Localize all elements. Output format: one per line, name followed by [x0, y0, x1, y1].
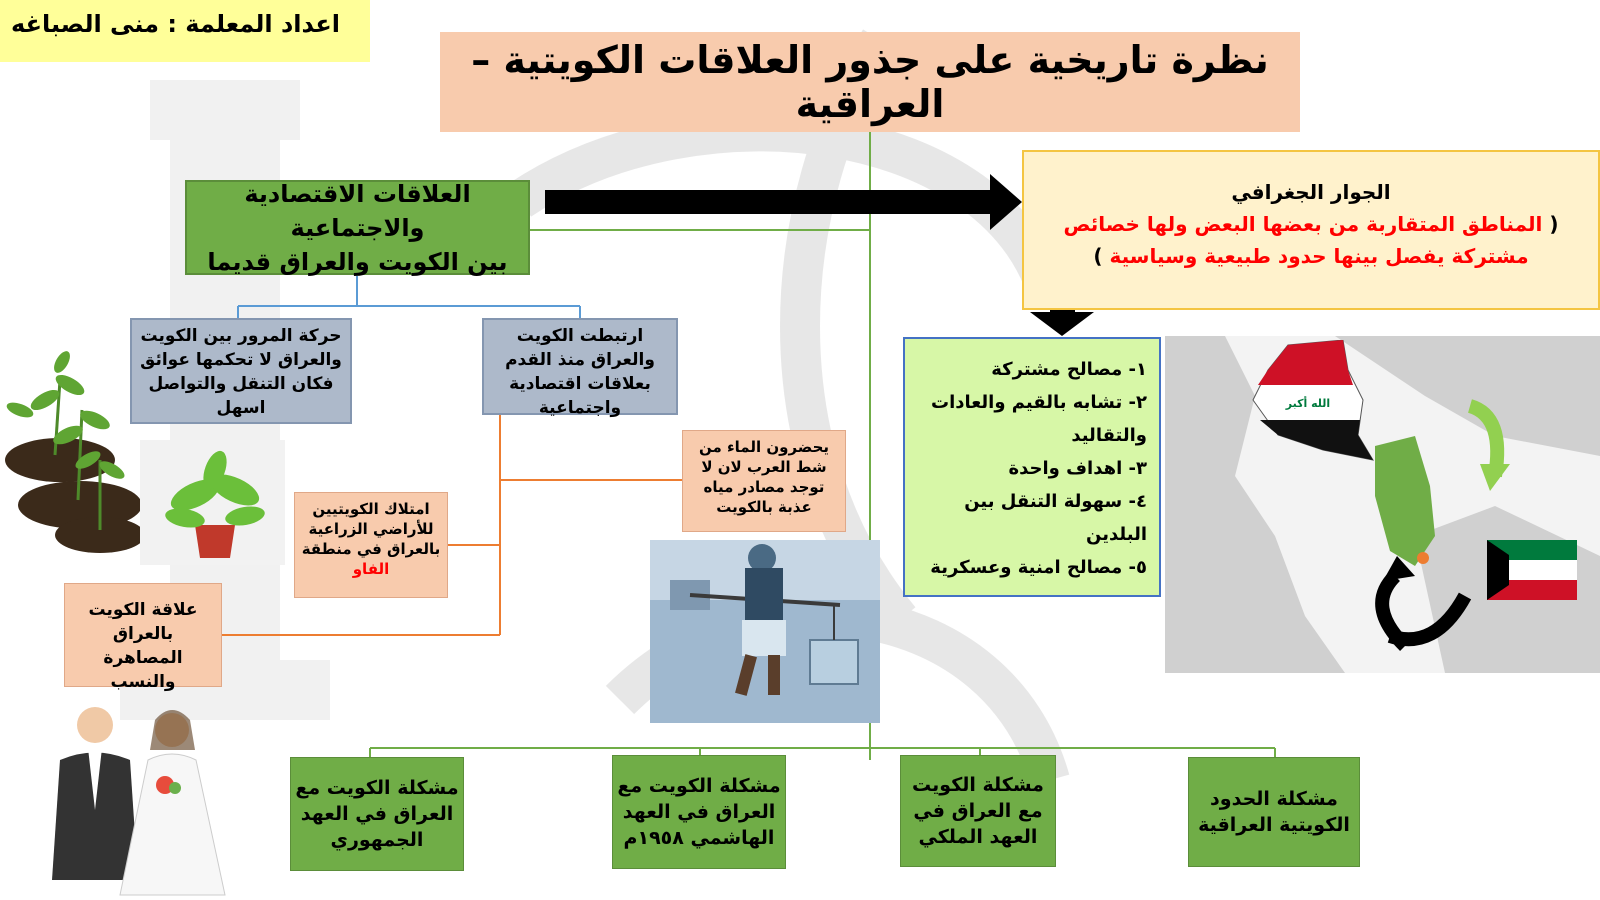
seedlings-image [0, 340, 145, 555]
land-box [294, 492, 448, 598]
topic-royal-era[interactable] [900, 755, 1056, 867]
list-item: ٣- اهداف واحدة [1008, 458, 1147, 479]
list-item: ١- مصالح مشتركة [991, 359, 1147, 380]
common-points-list [903, 337, 1161, 597]
definition-open-paren: ( [1549, 212, 1559, 236]
economic-relations-line2: بين الكويت والعراق قديما [207, 247, 508, 276]
page-title: نظرة تاريخية على جذور العلاقات الكويتية – العراقية [440, 32, 1300, 132]
kuwait-flag-icon [1487, 540, 1577, 600]
topic-republican-era[interactable] [290, 757, 464, 871]
water-carrier-image [650, 540, 880, 723]
geography-definition-line2: مشتركة يفصل بينها حدود طبيعية وسياسية [1109, 244, 1529, 268]
geography-definition-line1: المناطق المتقاربة من بعضها البعض ولها خصائص [1063, 212, 1543, 236]
author-label: اعداد المعلمة : منى الصباغه [0, 0, 370, 62]
list-item: ٤- سهولة التنقل بين البلدين [964, 491, 1147, 545]
land-box-highlight: الفاو [352, 560, 390, 578]
topic-label: مشكلة الكويت مع العراق في العهد الملكي [912, 774, 1044, 848]
list-item: ٢- تشابه بالقيم والعادات والتقاليد [930, 392, 1147, 446]
topic-label: مشكلة الكويت مع العراق في العهد الجمهوري [295, 777, 459, 851]
geography-heading: الجوار الجغرافي [1231, 180, 1391, 204]
list-item: ٥- مصالح امنية وعسكرية [930, 557, 1147, 578]
economic-relations-line1: العلاقات الاقتصادية والاجتماعية [244, 179, 471, 242]
definition-close-paren: ) [1093, 244, 1103, 268]
wedding-couple-image [30, 700, 235, 900]
linked-box: ارتبطت الكويت والعراق منذ القدم بعلاقات اقتصادية واجتماعية [482, 318, 678, 415]
topic-border-problem[interactable] [1188, 757, 1360, 867]
economic-relations-box [185, 180, 530, 275]
iraq-flag-map-icon [1248, 340, 1378, 465]
potted-plant-image [140, 440, 285, 565]
water-box: يحضرون الماء من شط العرب لان لا توجد مصادر مياه عذبة بالكويت [682, 430, 846, 532]
movement-box: حركة المرور بين الكويت والعراق لا تحكمها عوائق فكان التنقل والتواصل اسهل [130, 318, 352, 424]
region-map-image [1165, 336, 1600, 673]
topic-label: مشكلة الحدود الكويتية العراقية [1198, 788, 1350, 836]
iraq-flag-text: الله أكبر [1285, 397, 1331, 410]
land-box-text: امتلاك الكويتيين للأراضي الزراعية بالعراق في منطقة [301, 500, 441, 558]
topic-label: مشكلة الكويت مع العراق في العهد الهاشمي ١٩٥٨م [617, 775, 781, 849]
topic-hashemite-era[interactable] [612, 755, 786, 869]
marriage-box: علاقة الكويت بالعراق المصاهرة والنسب [64, 583, 222, 687]
geography-box [1022, 150, 1600, 310]
